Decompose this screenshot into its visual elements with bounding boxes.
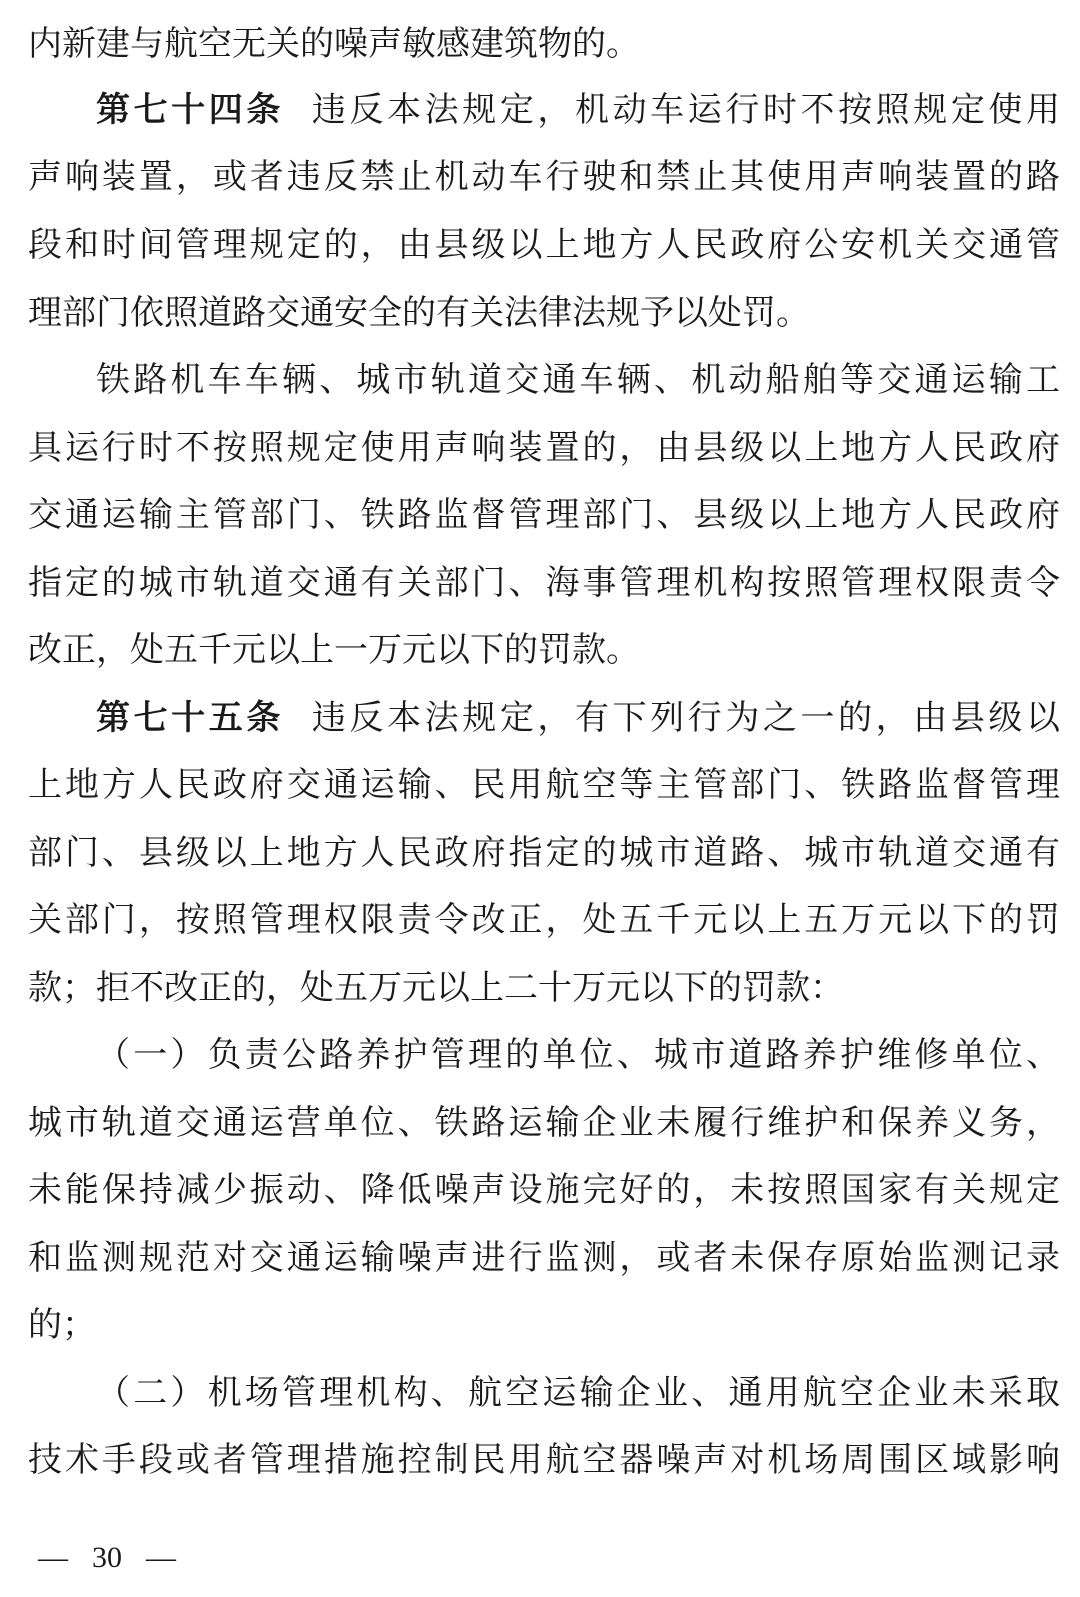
text-line: 交通运输主管部门、铁路监督管理部门、县级以上地方人民政府 <box>28 495 1060 535</box>
text-line: （一）负责公路养护管理的单位、城市道路养护维修单位、 <box>96 1035 1060 1075</box>
text-line: 关部门，按照管理权限责令改正，处五千元以上五万元以下的罚 <box>28 900 1060 940</box>
text-line: 违反本法规定，有下列行为之一的，由县级以 <box>311 698 1060 738</box>
text-line: 违反本法规定，机动车运行时不按照规定使用 <box>311 90 1060 130</box>
text-line: 具运行时不按照规定使用声响装置的，由县级以上地方人民政府 <box>28 428 1060 468</box>
article-75-first-line <box>96 693 1060 743</box>
text-line: 部门、县级以上地方人民政府指定的城市道路、城市轨道交通有 <box>28 833 1060 873</box>
footer-dash-right: — <box>146 1541 176 1574</box>
text-line: 理部门依照道路交通安全的有关法律法规予以处罚。 <box>28 293 810 333</box>
text-line: 城市轨道交通运营单位、铁路运输企业未履行维护和保养义务， <box>28 1103 1060 1143</box>
text-line: 内新建与航空无关的噪声敏感建筑物的。 <box>28 24 640 64</box>
article-75-heading: 第七十五条 <box>96 698 284 738</box>
text-line: 声响装置，或者违反禁止机动车行驶和禁止其使用声响装置的路 <box>28 157 1060 197</box>
text-line: 未能保持减少振动、降低噪声设施完好的，未按照国家有关规定 <box>28 1170 1060 1210</box>
article-74-first-line <box>96 85 1060 135</box>
text-line: 铁路机车车辆、城市轨道交通车辆、机动船舶等交通运输工 <box>96 360 1060 400</box>
article-74-heading: 第七十四条 <box>96 90 284 130</box>
text-line: 段和时间管理规定的，由县级以上地方人民政府公安机关交通管 <box>28 225 1060 265</box>
page-footer <box>38 1538 176 1578</box>
footer-dash-left: — <box>38 1541 68 1574</box>
text-line: 技术手段或者管理措施控制民用航空器噪声对机场周围区域影响 <box>28 1440 1060 1480</box>
text-line: 和监测规范对交通运输噪声进行监测，或者未保存原始监测记录 <box>28 1238 1060 1278</box>
text-line: 上地方人民政府交通运输、民用航空等主管部门、铁路监督管理 <box>28 765 1060 805</box>
page-number: 30 <box>92 1541 122 1574</box>
text-line: 改正，处五千元以上一万元以下的罚款。 <box>28 630 640 670</box>
text-line: 款；拒不改正的，处五万元以上二十万元以下的罚款： <box>28 968 844 1008</box>
text-line: 的； <box>28 1305 96 1345</box>
text-line: （二）机场管理机构、航空运输企业、通用航空企业未采取 <box>96 1373 1060 1413</box>
text-line: 指定的城市轨道交通有关部门、海事管理机构按照管理权限责令 <box>28 563 1060 603</box>
